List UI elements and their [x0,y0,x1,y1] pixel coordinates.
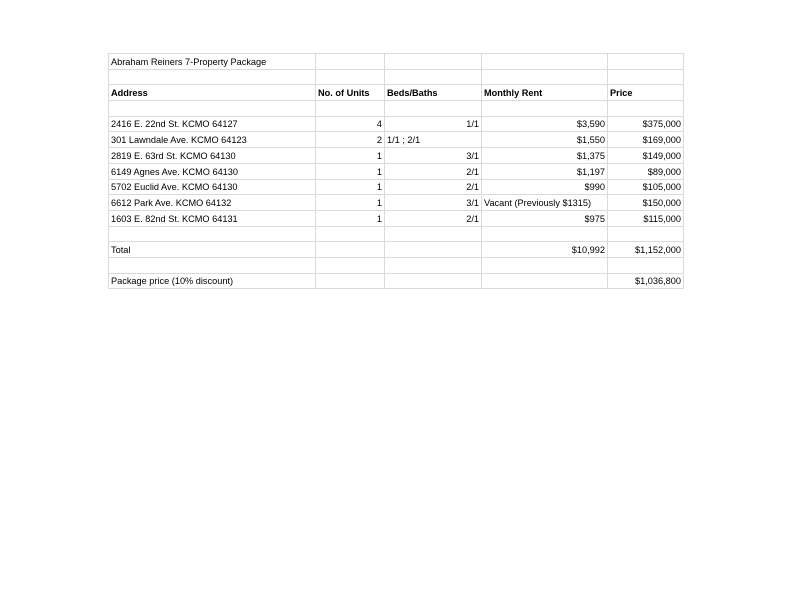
empty-cell[interactable] [109,69,316,85]
header-address[interactable]: Address [109,85,316,101]
beds-baths-cell[interactable]: 3/1 [385,148,482,164]
beds-baths-cell[interactable]: 1/1 ; 2/1 [385,132,482,148]
empty-cell[interactable] [109,257,316,273]
empty-cell[interactable] [608,54,684,70]
package-price-value[interactable]: $1,036,800 [608,273,684,289]
header-beds-baths[interactable]: Beds/Baths [385,85,482,101]
units-cell[interactable]: 1 [316,163,385,179]
empty-cell[interactable] [316,273,385,289]
blank-row [109,69,684,85]
units-cell[interactable]: 1 [316,195,385,211]
price-cell[interactable]: $89,000 [608,163,684,179]
empty-cell[interactable] [385,69,482,85]
monthly-rent-cell[interactable]: $1,550 [482,132,608,148]
empty-cell[interactable] [385,273,482,289]
empty-cell[interactable] [608,69,684,85]
empty-cell[interactable] [109,101,316,117]
units-cell[interactable]: 4 [316,116,385,132]
table-row [109,179,684,195]
empty-cell[interactable] [316,242,385,258]
table-row [109,210,684,226]
blank-row [109,101,684,117]
empty-cell[interactable] [608,101,684,117]
monthly-rent-cell[interactable]: $1,375 [482,148,608,164]
empty-cell[interactable] [385,242,482,258]
property-package-sheet [108,53,684,289]
empty-cell[interactable] [482,101,608,117]
address-cell[interactable]: 6149 Agnes Ave. KCMO 64130 [109,163,316,179]
price-cell[interactable]: $169,000 [608,132,684,148]
address-cell[interactable]: 5702 Euclid Ave. KCMO 64130 [109,179,316,195]
empty-cell[interactable] [316,69,385,85]
price-cell[interactable]: $149,000 [608,148,684,164]
blank-row [109,226,684,242]
empty-cell[interactable] [316,226,385,242]
address-cell[interactable]: 2819 E. 63rd St. KCMO 64130 [109,148,316,164]
address-cell[interactable]: 301 Lawndale Ave. KCMO 64123 [109,132,316,148]
empty-cell[interactable] [316,257,385,273]
package-price-label[interactable]: Package price (10% discount) [109,273,316,289]
units-cell[interactable]: 1 [316,179,385,195]
table-row [109,163,684,179]
empty-cell[interactable] [482,69,608,85]
empty-cell[interactable] [316,54,385,70]
total-label[interactable]: Total [109,242,316,258]
table-row [109,116,684,132]
beds-baths-cell[interactable]: 2/1 [385,210,482,226]
empty-cell[interactable] [608,226,684,242]
sheet-title[interactable]: Abraham Reiners 7-Property Package [109,54,316,70]
monthly-rent-cell[interactable]: $975 [482,210,608,226]
price-cell[interactable]: $375,000 [608,116,684,132]
empty-cell[interactable] [385,101,482,117]
table-row [109,148,684,164]
beds-baths-cell[interactable]: 2/1 [385,179,482,195]
total-monthly-rent[interactable]: $10,992 [482,242,608,258]
empty-cell[interactable] [385,226,482,242]
price-cell[interactable]: $105,000 [608,179,684,195]
units-cell[interactable]: 2 [316,132,385,148]
empty-cell[interactable] [109,226,316,242]
monthly-rent-cell[interactable]: $3,590 [482,116,608,132]
empty-cell[interactable] [385,54,482,70]
address-cell[interactable]: 6612 Park Ave. KCMO 64132 [109,195,316,211]
total-row [109,242,684,258]
header-price[interactable]: Price [608,85,684,101]
empty-cell[interactable] [608,257,684,273]
total-price[interactable]: $1,152,000 [608,242,684,258]
empty-cell[interactable] [316,101,385,117]
beds-baths-cell[interactable]: 1/1 [385,116,482,132]
empty-cell[interactable] [482,273,608,289]
monthly-rent-cell[interactable]: $1,197 [482,163,608,179]
price-cell[interactable]: $115,000 [608,210,684,226]
header-monthly-rent[interactable]: Monthly Rent [482,85,608,101]
address-cell[interactable]: 1603 E. 82nd St. KCMO 64131 [109,210,316,226]
beds-baths-cell[interactable]: 2/1 [385,163,482,179]
monthly-rent-cell[interactable]: $990 [482,179,608,195]
empty-cell[interactable] [482,226,608,242]
address-cell[interactable]: 2416 E. 22nd St. KCMO 64127 [109,116,316,132]
header-units[interactable]: No. of Units [316,85,385,101]
units-cell[interactable]: 1 [316,148,385,164]
monthly-rent-cell[interactable]: Vacant (Previously $1315) [482,195,608,211]
price-cell[interactable]: $150,000 [608,195,684,211]
header-row [109,85,684,101]
table-row [109,195,684,211]
empty-cell[interactable] [482,54,608,70]
empty-cell[interactable] [385,257,482,273]
table-row [109,132,684,148]
title-row [109,54,684,70]
units-cell[interactable]: 1 [316,210,385,226]
beds-baths-cell[interactable]: 3/1 [385,195,482,211]
empty-cell[interactable] [482,257,608,273]
blank-row [109,257,684,273]
package-price-row [109,273,684,289]
